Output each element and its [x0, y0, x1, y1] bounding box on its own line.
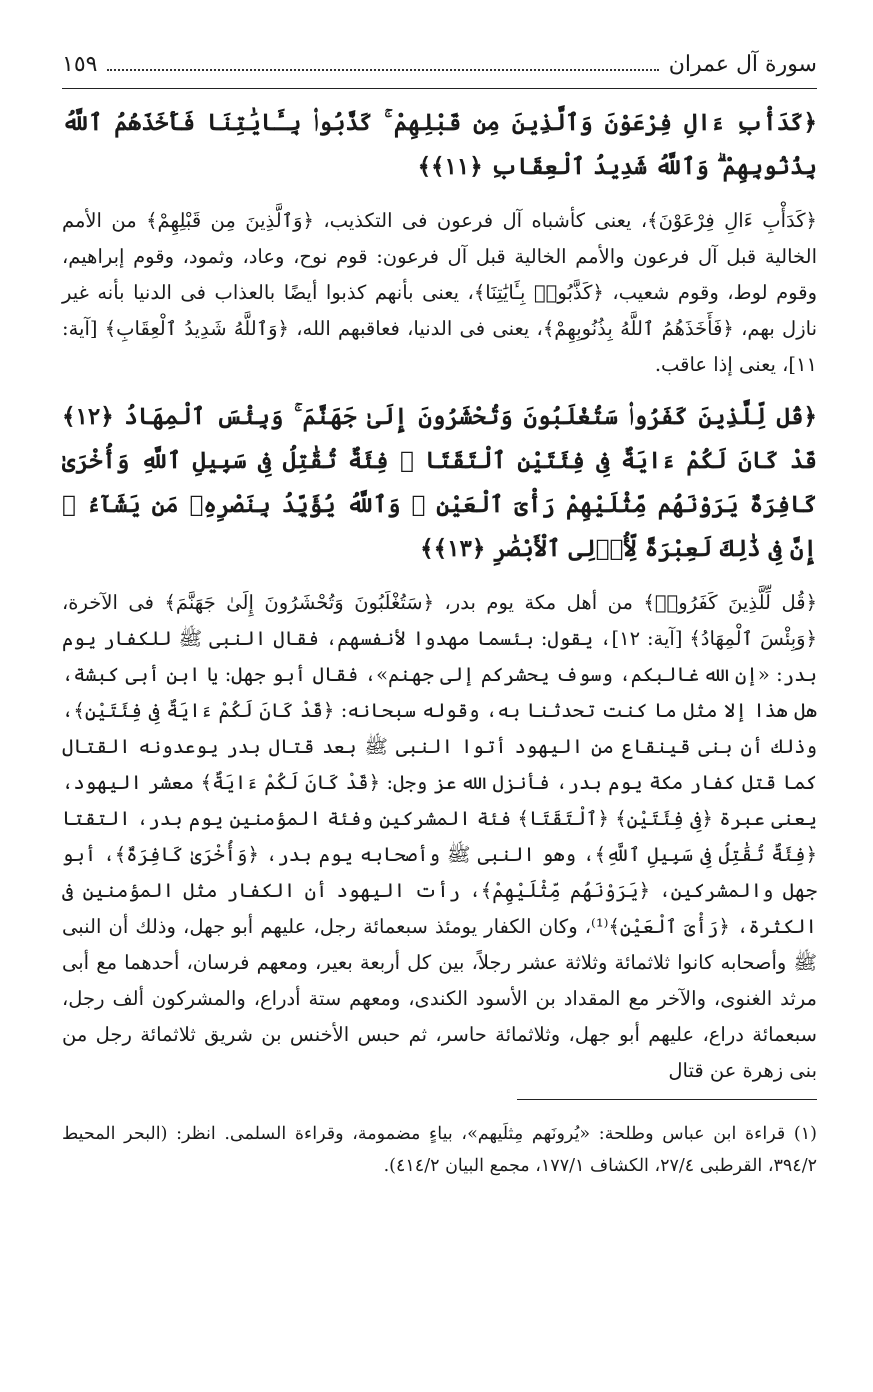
tafsir-12-13: ﴿قُل لِّلَّذِينَ كَفَرُوا۟﴾ من أهل مكة يوم بدر، ﴿سَتُغْلَبُونَ وَتُحْشَرُونَ إِلَىٰ جَهَنَّمَ﴾ فى الآخرة، ﴿وَبِئْسَ ٱلْمِهَادُ﴾ [آية: ١٢]، يقول: بئسما مهدوا لأنفسهم، فقال النبى ﷺ للكفار يوم بدر: «إن الله غالبكم، وسوف يحشركم إلى جهنم»، فقال أبو جهل: يا ابن أبى كبشة، هل هذا إلا مثل ما كنت تحدثنا به، وقوله سبحانه: ﴿قَدْ كَانَ لَكُمْ ءَايَةٌ فِى فِئَتَيْنِ﴾، وذلك أن بنى قينقاع من اليهود أتوا النبى ﷺ بعد قتال بدر يوعدونه القتال كما قتل كفار مكة يوم بدر، فأنزل الله عز وجل: ﴿قَدْ كَانَ لَكُمْ ءَايَةٌ﴾ معشر اليهود، يعنى عبرة ﴿فِى فِئَتَيْنِ﴾ ﴿ٱلْتَقَتَا﴾ فئة المشركين وفئة المؤمنين يوم بدر، التقتا ﴿فِئَةٌ تُقَٰتِلُ فِى سَبِيلِ ٱللَّهِ﴾، وهو النبى ﷺ وأصحابه يوم بدر، ﴿وَأُخْرَىٰ كَافِرَةٌ﴾، أبو جهل والمشركين، ﴿يَرَوْنَهُم مِّثْلَيْهِمْ﴾، رأت اليهود أن الكفار مثل المؤمنين فى الكثرة، ﴿رَأْىَ ٱلْعَيْنِ﴾⁽¹⁾، وكان الكفار يومئذ سبعمائة رجل، عليهم أبو جهل، وذلك أن النبى ﷺ وأصحابه كانوا ثلاثمائة وثلاثة عشر رجلاً، بين كل أربعة بعير، ومعهم فرسان، أحدهما مع أبى مرثد الغنوى، والآخر مع المقداد بن الأسود الكندى، ومعهم ستة أدراع، والمشركون ألف رجل، سبعمائة دراع، عليهم أبو جهل، وثلاثمائة حاسر، ثم حبس الأخنس بن شريق ثلاثمائة رجل من بنى زهرة عن قتال	[62, 591, 817, 1082]
page-number: ١٥٩	[62, 52, 98, 77]
verse-11: ﴿كَدَأْبِ ءَالِ فِرْعَوْنَ وَٱلَّذِينَ مِن قَبْلِهِمْ ۚ كَذَّبُوا۟ بِـَٔايَٰتِنَا فَأَخَذَهُمُ ٱللَّهُ بِذُنُوبِهِمْ ۗ وَٱللَّهُ شَدِيدُ ٱلْعِقَابِ ﴿١١﴾﴾	[62, 109, 817, 180]
page	[62, 52, 817, 1199]
leader-dots	[107, 68, 658, 71]
tafsir-11: ﴿كَدَأْبِ ءَالِ فِرْعَوْنَ﴾، يعنى كأشباه آل فرعون فى التكذيب، ﴿وَٱلَّذِينَ مِن قَبْلِهِمْ﴾ من الأمم الخالية قبل آل فرعون والأمم الخالية قبل آل فرعون: قوم نوح، وعاد، وثمود، وقوم إبراهيم، وقوم لوط، وقوم شعيب، ﴿كَذَّبُوا۟ بِـَٔايَٰتِنَا﴾، يعنى بأنهم كذبوا أيضًا بالعذاب فى الدنيا بأنه غير نازل بهم، ﴿فَأَخَذَهُمُ ٱللَّهُ بِذُنُوبِهِمْ﴾، يعنى فى الدنيا، فعاقبهم الله، ﴿وَٱللَّهُ شَدِيدُ ٱلْعِقَابِ﴾ [آية: ١١]، يعنى إذا عاقب.	[62, 209, 817, 376]
footnote-separator	[517, 1099, 817, 1100]
verse-12-13: ﴿قُل لِّلَّذِينَ كَفَرُوا۟ سَتُغْلَبُونَ وَتُحْشَرُونَ إِلَىٰ جَهَنَّمَ ۚ وَبِئْسَ ٱلْمِهَادُ ﴿١٢﴾ قَدْ كَانَ لَكُمْ ءَايَةٌ فِى فِئَتَيْنِ ٱلْتَقَتَا ۖ فِئَةٌ تُقَٰتِلُ فِى سَبِيلِ ٱللَّهِ وَأُخْرَىٰ كَافِرَةٌ يَرَوْنَهُم مِّثْلَيْهِمْ رَأْىَ ٱلْعَيْنِ ۚ وَٱللَّهُ يُؤَيِّدُ بِنَصْرِهِۦ مَن يَشَآءُ ۗ إِنَّ فِى ذَٰلِكَ لَعِبْرَةً لِّأُو۟لِى ٱلْأَبْصَٰرِ ﴿١٣﴾﴾	[62, 403, 817, 562]
footnote: (١) قراءة ابن عباس وطلحة: «يُرونَهم مِثلَيهم»، بياءٍ مضمومة، وقراءة السلمى. انظر: (البحر المحيط ٣٩٤/٢، القرطبى ٢٧/٤، الكشاف ١٧٧/١، مجمع البيان ٤١٤/٢).	[62, 1123, 817, 1176]
surah-title: سورة آل عمران	[668, 52, 817, 77]
running-head	[62, 52, 817, 89]
